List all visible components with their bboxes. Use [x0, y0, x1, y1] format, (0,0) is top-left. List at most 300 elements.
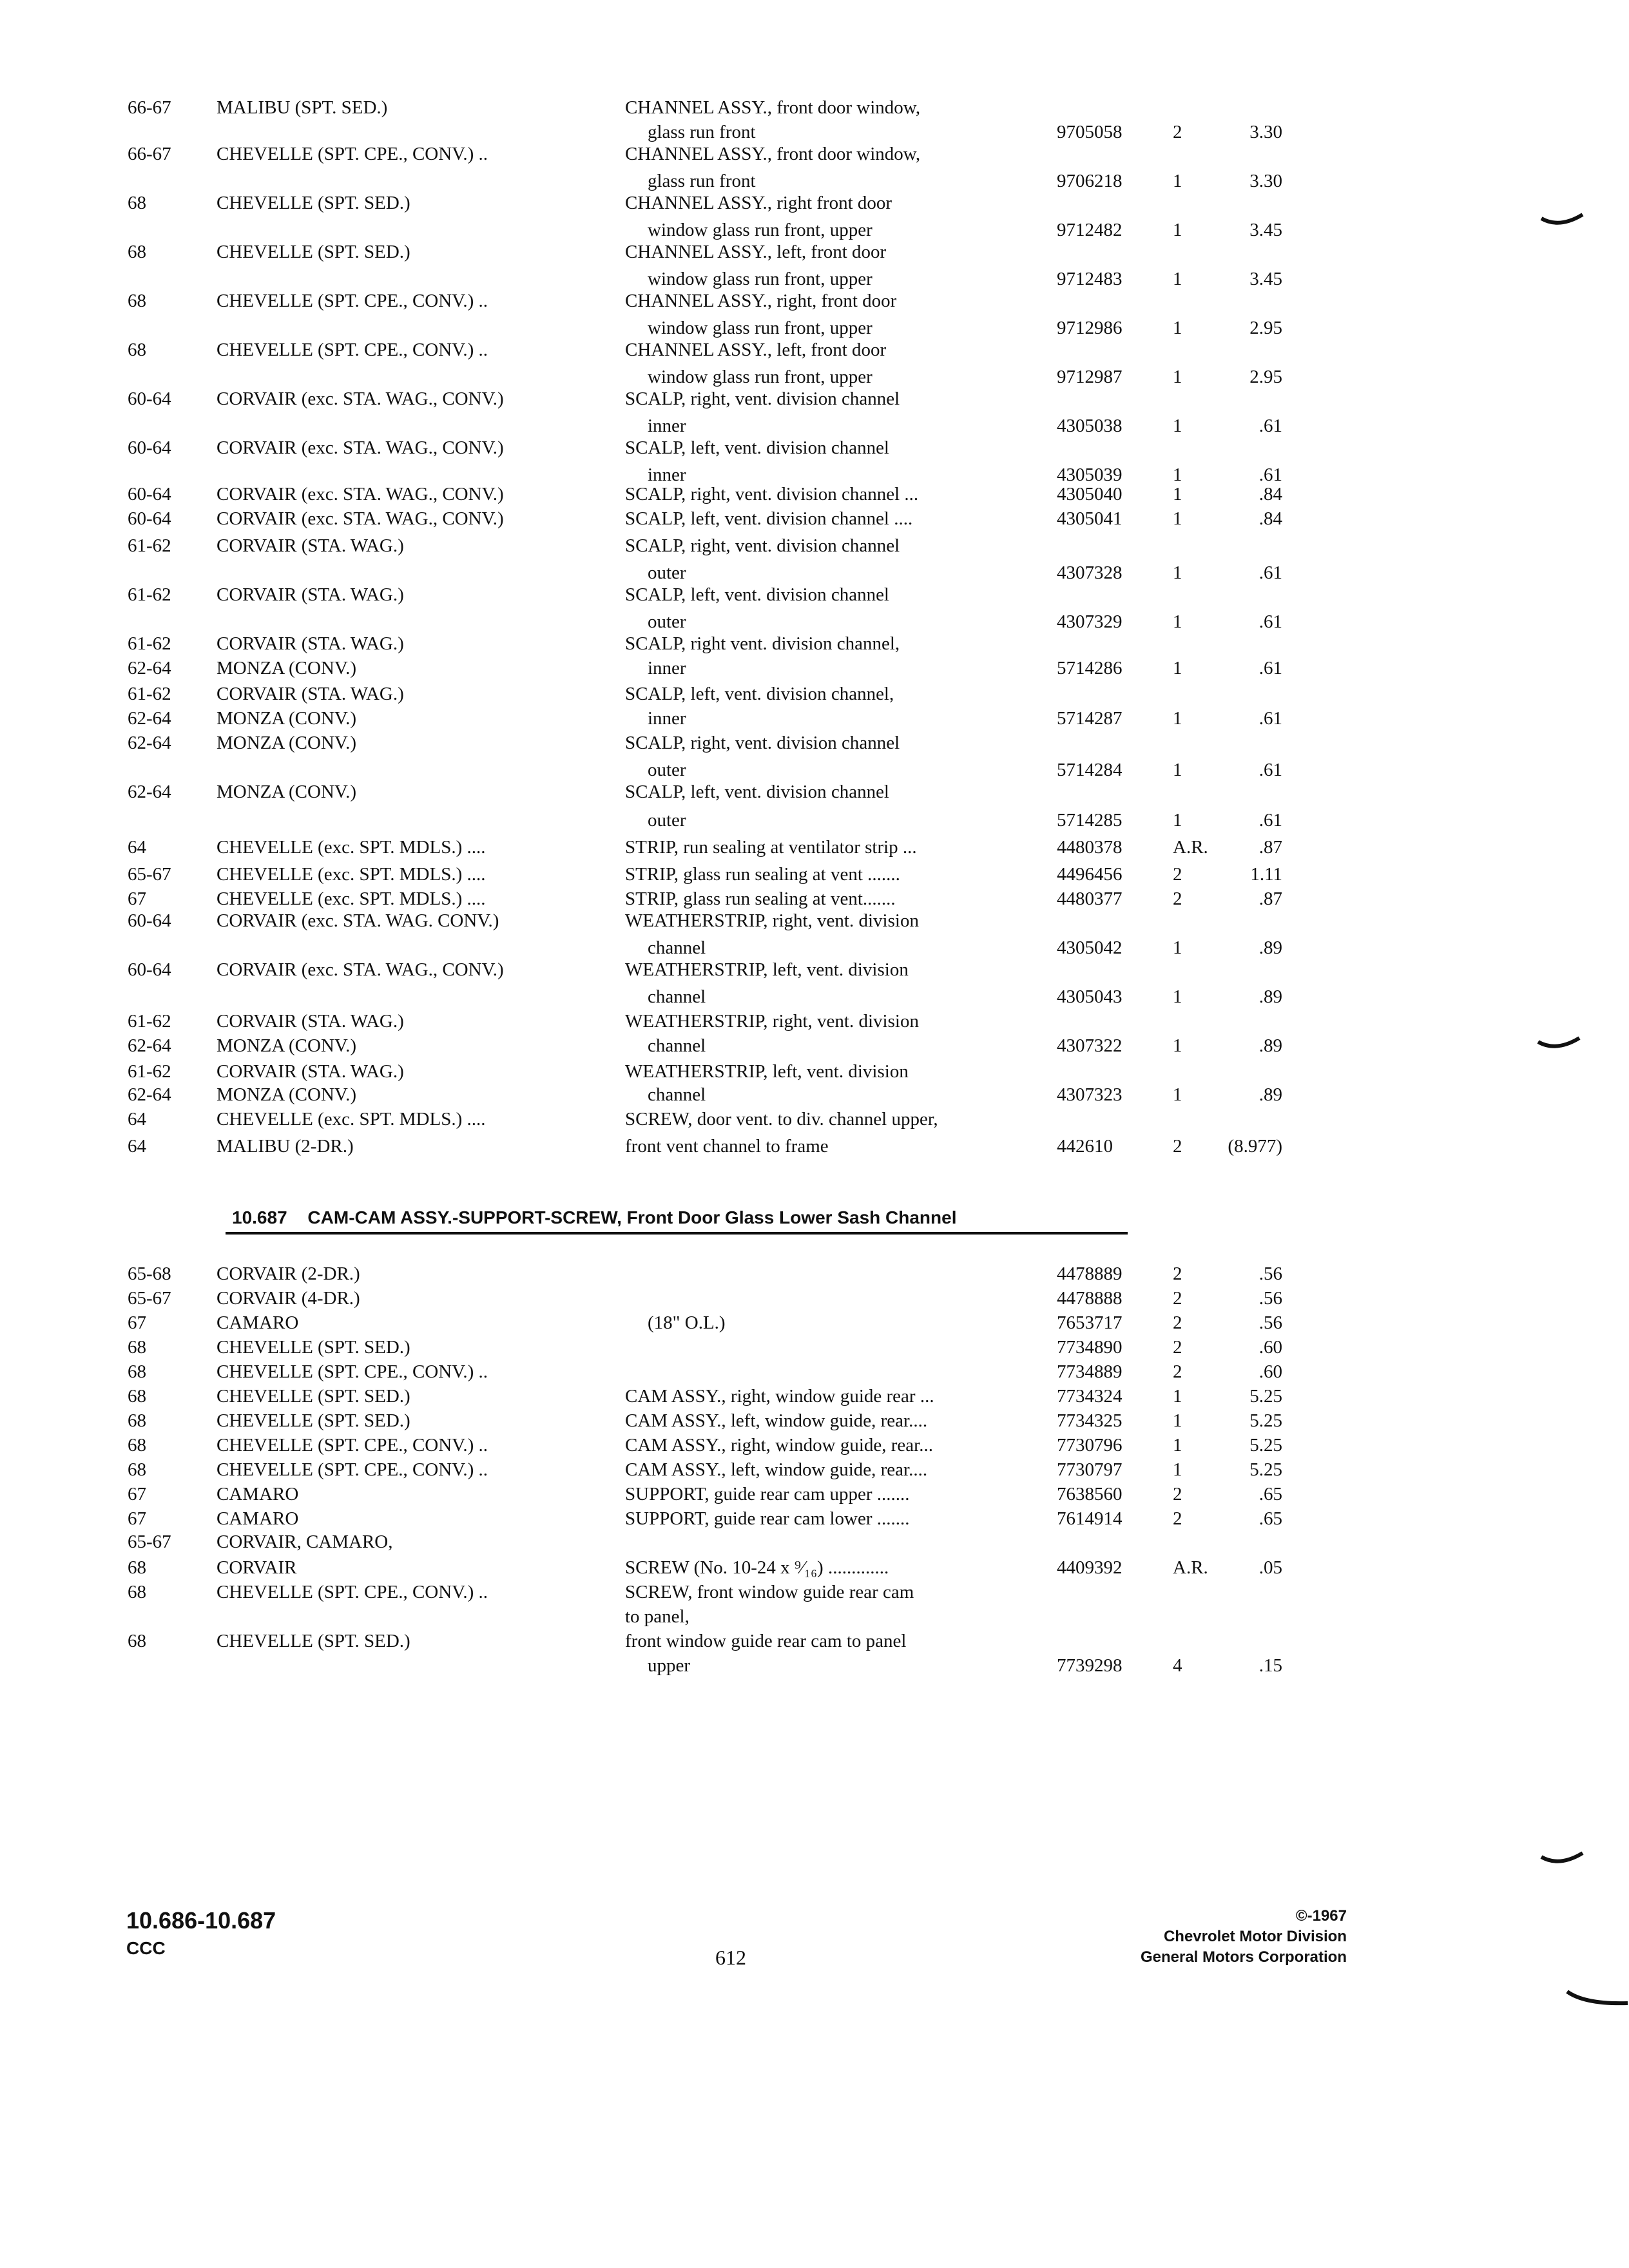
row-year: 61-62 — [128, 1061, 171, 1082]
row-part-number: 9712482 — [1057, 220, 1123, 240]
row-model: CORVAIR (STA. WAG.) — [217, 584, 404, 605]
row-description — [625, 1506, 1076, 1531]
row-description-text: CHANNEL ASSY., left, front door — [625, 242, 887, 262]
row-description-text: SCALP, left, vent. division channel .... — [625, 508, 913, 529]
binding-tick-mark-2 — [1537, 1034, 1582, 1060]
row-description-text: window glass run front, upper — [648, 318, 872, 338]
row-part-number: 4307328 — [1057, 562, 1123, 583]
row-model: CORVAIR — [217, 1557, 297, 1578]
binding-tick-mark-1 — [1540, 209, 1585, 235]
row-description-text: CHANNEL ASSY., front door window, — [625, 97, 921, 118]
row-quantity: 1 — [1173, 220, 1182, 240]
row-quantity: 1 — [1173, 986, 1182, 1007]
row-model: MALIBU (SPT. SED.) — [217, 97, 388, 118]
row-description-text: CAM ASSY., left, window guide, rear.... — [625, 1459, 928, 1480]
row-model: CORVAIR (STA. WAG.) — [217, 1061, 404, 1082]
row-quantity: 1 — [1173, 937, 1182, 958]
row-quantity: 2 — [1173, 1136, 1182, 1157]
row-description — [625, 1629, 1076, 1653]
row-year: 65-68 — [128, 1264, 171, 1284]
row-description — [648, 414, 1044, 438]
row-price: .61 — [1258, 760, 1282, 780]
row-quantity: 2 — [1173, 1288, 1182, 1309]
binding-tick-mark-4 — [1566, 1988, 1629, 2013]
row-description-text: SCALP, right, vent. division channel — [625, 389, 900, 409]
row-description-text: SUPPORT, guide rear cam upper ....... — [625, 1484, 910, 1504]
row-description-text: CHANNEL ASSY., front door window, — [625, 144, 921, 164]
row-description-text: window glass run front, upper — [648, 269, 872, 289]
row-price: .56 — [1258, 1288, 1282, 1309]
row-description-text: CAM ASSY., right, window guide, rear... — [625, 1435, 933, 1456]
row-description-text: SCALP, left, vent. division channel — [625, 782, 889, 802]
row-description — [648, 365, 1044, 389]
row-description — [625, 387, 1076, 411]
row-part-number: 9712987 — [1057, 367, 1123, 387]
row-year: 68 — [128, 340, 146, 360]
row-part-number: 7734324 — [1057, 1386, 1123, 1407]
row-description — [648, 1311, 1044, 1335]
row-description — [648, 985, 1044, 1009]
row-description-text: inner — [648, 708, 686, 729]
row-description-text: STRIP, glass run sealing at vent....... — [625, 889, 896, 909]
row-description — [625, 631, 1076, 656]
row-model: CHEVELLE (SPT. SED.) — [217, 1386, 410, 1407]
row-model: CHEVELLE (exc. SPT. MDLS.) .... — [217, 864, 486, 885]
row-description-text: glass run front — [648, 122, 756, 142]
footer-left — [126, 1906, 276, 1961]
row-part-number: 7734889 — [1057, 1361, 1123, 1382]
row-price: 3.45 — [1249, 220, 1282, 240]
row-price: (8.977) — [1228, 1136, 1282, 1157]
row-year: 65-67 — [128, 1288, 171, 1309]
row-price: .61 — [1258, 416, 1282, 436]
row-description-text: WEATHERSTRIP, left, vent. division — [625, 1061, 909, 1082]
row-description — [625, 862, 1076, 887]
row-price: .84 — [1258, 484, 1282, 505]
row-quantity: A.R. — [1173, 1557, 1208, 1578]
row-part-number: 9712483 — [1057, 269, 1123, 289]
row-description-text: STRIP, run sealing at ventilator strip ... — [625, 837, 917, 858]
binding-tick-mark-3 — [1540, 1849, 1585, 1875]
page-number: 612 — [715, 1946, 746, 1969]
row-price: .61 — [1258, 810, 1282, 831]
row-part-number: 7638560 — [1057, 1484, 1123, 1504]
row-part-number: 4496456 — [1057, 864, 1123, 885]
row-quantity: 1 — [1173, 611, 1182, 632]
row-year: 62-64 — [128, 1035, 171, 1056]
row-description-text: SCREW, door vent. to div. channel upper, — [625, 1109, 938, 1129]
row-part-number: 4307323 — [1057, 1084, 1123, 1105]
row-description-text: (18" O.L.) — [648, 1312, 726, 1333]
row-description-text: SCALP, left, vent. division channel, — [625, 684, 894, 704]
row-price: .05 — [1258, 1557, 1282, 1578]
row-year: 64 — [128, 1109, 146, 1129]
footer-ccc: CCC — [126, 1938, 166, 1958]
row-description-text: outer — [648, 611, 686, 632]
row-price: .60 — [1258, 1337, 1282, 1358]
row-year: 60-64 — [128, 484, 171, 505]
row-quantity: 2 — [1173, 1264, 1182, 1284]
row-model: CORVAIR (exc. STA. WAG., CONV.) — [217, 389, 504, 409]
row-model: CORVAIR (exc. STA. WAG., CONV.) — [217, 437, 504, 458]
row-part-number: 9712986 — [1057, 318, 1123, 338]
row-description-text: SCALP, left, vent. division channel — [625, 437, 889, 458]
row-description — [625, 1408, 1076, 1433]
row-part-number: 7730797 — [1057, 1459, 1123, 1480]
row-description — [625, 582, 1076, 607]
row-model: CORVAIR (STA. WAG.) — [217, 1011, 404, 1032]
row-description — [625, 191, 1076, 215]
row-year: 62-64 — [128, 782, 171, 802]
row-part-number: 4307322 — [1057, 1035, 1123, 1056]
row-year: 67 — [128, 1508, 146, 1529]
row-year: 62-64 — [128, 1084, 171, 1105]
row-year: 62-64 — [128, 708, 171, 729]
row-description-text: channel — [648, 1084, 706, 1105]
row-description — [625, 1604, 1076, 1629]
row-description — [648, 120, 1044, 144]
row-price: .56 — [1258, 1312, 1282, 1333]
row-description-text: inner — [648, 465, 686, 485]
row-year: 64 — [128, 837, 146, 858]
row-quantity: 1 — [1173, 760, 1182, 780]
row-model: CHEVELLE (SPT. SED.) — [217, 242, 410, 262]
row-description-text: WEATHERSTRIP, right, vent. division — [625, 910, 919, 931]
row-year: 68 — [128, 1459, 146, 1480]
row-model: MALIBU (2-DR.) — [217, 1136, 354, 1157]
row-quantity: 1 — [1173, 508, 1182, 529]
row-quantity: 1 — [1173, 708, 1182, 729]
row-model: CAMARO — [217, 1484, 299, 1504]
row-year: 67 — [128, 889, 146, 909]
row-year: 68 — [128, 1631, 146, 1651]
row-model: CHEVELLE (exc. SPT. MDLS.) .... — [217, 1109, 486, 1129]
row-year: 60-64 — [128, 437, 171, 458]
row-model: CORVAIR (4-DR.) — [217, 1288, 360, 1309]
row-part-number: 4478889 — [1057, 1264, 1123, 1284]
row-year: 68 — [128, 193, 146, 213]
row-description-text: SCREW (No. 10-24 x ⁹⁄₁₆) ............. — [625, 1557, 889, 1578]
row-quantity: 1 — [1173, 1410, 1182, 1431]
row-description-text: WEATHERSTRIP, left, vent. division — [625, 959, 909, 980]
row-price: 5.25 — [1249, 1459, 1282, 1480]
row-description-text: glass run front — [648, 171, 756, 191]
row-description — [625, 731, 1076, 755]
row-description — [625, 1457, 1076, 1482]
row-price: .89 — [1258, 1084, 1282, 1105]
row-model: CORVAIR (STA. WAG.) — [217, 684, 404, 704]
row-model: CORVAIR, CAMARO, — [217, 1532, 393, 1552]
row-description — [648, 267, 1044, 291]
row-year: 60-64 — [128, 389, 171, 409]
row-quantity: 2 — [1173, 1312, 1182, 1333]
row-quantity: 4 — [1173, 1655, 1182, 1676]
row-description — [625, 1580, 1076, 1604]
row-part-number: 7739298 — [1057, 1655, 1123, 1676]
row-price: .89 — [1258, 1035, 1282, 1056]
row-year: 68 — [128, 242, 146, 262]
row-year: 68 — [128, 1582, 146, 1602]
row-model: MONZA (CONV.) — [217, 1035, 356, 1056]
row-model: CORVAIR (exc. STA. WAG., CONV.) — [217, 484, 504, 505]
row-year: 60-64 — [128, 508, 171, 529]
row-description — [625, 436, 1076, 460]
row-description-text: inner — [648, 416, 686, 436]
row-quantity: 2 — [1173, 1508, 1182, 1529]
row-model: CHEVELLE (SPT. CPE., CONV.) .. — [217, 1361, 488, 1382]
row-model: MONZA (CONV.) — [217, 708, 356, 729]
row-description — [648, 1286, 1044, 1311]
row-description-text: upper — [648, 1655, 691, 1676]
row-quantity: 2 — [1173, 1361, 1182, 1382]
row-model: CHEVELLE (SPT. CPE., CONV.) .. — [217, 144, 488, 164]
section-header-code: 10.687 — [232, 1207, 287, 1227]
row-part-number: 5714284 — [1057, 760, 1123, 780]
row-description-text: SCALP, right vent. division channel, — [625, 633, 900, 654]
row-year: 64 — [128, 1136, 146, 1157]
row-description — [625, 780, 1076, 804]
row-price: 2.95 — [1249, 318, 1282, 338]
row-description-text: CHANNEL ASSY., left, front door — [625, 340, 887, 360]
row-part-number: 7614914 — [1057, 1508, 1123, 1529]
row-description-text: inner — [648, 658, 686, 678]
row-part-number: 5714286 — [1057, 658, 1123, 678]
row-year: 65-67 — [128, 864, 171, 885]
row-description — [625, 142, 1076, 166]
row-price: .65 — [1258, 1484, 1282, 1504]
row-description — [625, 1482, 1076, 1506]
row-description — [648, 936, 1044, 960]
row-part-number: 4305039 — [1057, 465, 1123, 485]
row-price: .65 — [1258, 1508, 1282, 1529]
row-part-number: 9705058 — [1057, 122, 1123, 142]
row-description — [648, 316, 1044, 340]
row-price: .61 — [1258, 658, 1282, 678]
row-part-number: 4480378 — [1057, 837, 1123, 858]
row-model: CORVAIR (2-DR.) — [217, 1264, 360, 1284]
row-quantity: 2 — [1173, 1337, 1182, 1358]
row-year: 61-62 — [128, 584, 171, 605]
row-description-text: WEATHERSTRIP, right, vent. division — [625, 1011, 919, 1032]
row-part-number: 4478888 — [1057, 1288, 1123, 1309]
row-quantity: 1 — [1173, 658, 1182, 678]
row-description-text: SCALP, right, vent. division channel — [625, 535, 900, 556]
row-description — [625, 533, 1076, 558]
row-description — [625, 289, 1076, 313]
row-description — [625, 1009, 1076, 1033]
row-year: 65-67 — [128, 1532, 171, 1552]
row-model: CORVAIR (STA. WAG.) — [217, 535, 404, 556]
row-part-number: 7730796 — [1057, 1435, 1123, 1456]
row-part-number: 7734325 — [1057, 1410, 1123, 1431]
row-part-number: 9706218 — [1057, 171, 1123, 191]
row-price: .84 — [1258, 508, 1282, 529]
row-year: 68 — [128, 1557, 146, 1578]
row-model: CHEVELLE (SPT. SED.) — [217, 1631, 410, 1651]
row-quantity: 1 — [1173, 1386, 1182, 1407]
row-description — [625, 240, 1076, 264]
row-part-number: 4305038 — [1057, 416, 1123, 436]
row-price: 3.30 — [1249, 122, 1282, 142]
row-description — [625, 1134, 1076, 1158]
row-description — [648, 656, 1044, 680]
row-description-text: channel — [648, 986, 706, 1007]
row-part-number: 442610 — [1057, 1136, 1113, 1157]
row-part-number: 7734890 — [1057, 1337, 1123, 1358]
row-model: CORVAIR (exc. STA. WAG. CONV.) — [217, 910, 499, 931]
row-part-number: 4305040 — [1057, 484, 1123, 505]
row-description-text: SCREW, front window guide rear cam — [625, 1582, 914, 1602]
footer-section-range: 10.686-10.687 — [126, 1907, 276, 1934]
row-quantity: 1 — [1173, 810, 1182, 831]
row-quantity: 2 — [1173, 864, 1182, 885]
row-quantity: A.R. — [1173, 837, 1208, 858]
footer-division: Chevrolet Motor Division — [1163, 1928, 1347, 1945]
row-description — [625, 338, 1076, 362]
row-year: 60-64 — [128, 959, 171, 980]
row-part-number: 4307329 — [1057, 611, 1123, 632]
row-quantity: 1 — [1173, 269, 1182, 289]
row-description-text: outer — [648, 760, 686, 780]
row-price: .87 — [1258, 837, 1282, 858]
row-quantity: 1 — [1173, 1435, 1182, 1456]
row-part-number: 4305043 — [1057, 986, 1123, 1007]
row-model: MONZA (CONV.) — [217, 782, 356, 802]
row-price: 3.45 — [1249, 269, 1282, 289]
row-year: 60-64 — [128, 910, 171, 931]
row-description — [648, 1033, 1044, 1058]
row-description — [625, 506, 1076, 531]
row-part-number: 5714285 — [1057, 810, 1123, 831]
row-model: CHEVELLE (SPT. SED.) — [217, 193, 410, 213]
row-price: 2.95 — [1249, 367, 1282, 387]
row-description — [648, 610, 1044, 634]
row-model: CHEVELLE (exc. SPT. MDLS.) .... — [217, 889, 486, 909]
row-model: CHEVELLE (SPT. CPE., CONV.) .. — [217, 291, 488, 311]
footer-copyright: ©-1967 — [1295, 1907, 1347, 1925]
row-quantity: 1 — [1173, 171, 1182, 191]
row-price: .56 — [1258, 1264, 1282, 1284]
row-model: CHEVELLE (SPT. CPE., CONV.) .. — [217, 340, 488, 360]
row-price: .87 — [1258, 889, 1282, 909]
row-year: 68 — [128, 1386, 146, 1407]
row-model: CORVAIR (exc. STA. WAG., CONV.) — [217, 959, 504, 980]
row-description-text: CHANNEL ASSY., right, front door — [625, 291, 897, 311]
row-description-text: CAM ASSY., left, window guide, rear.... — [625, 1410, 928, 1431]
row-description-text: SCALP, right, vent. division channel — [625, 733, 900, 753]
row-part-number: 4305041 — [1057, 508, 1123, 529]
row-price: .15 — [1258, 1655, 1282, 1676]
row-price: 5.25 — [1249, 1386, 1282, 1407]
row-price: .61 — [1258, 562, 1282, 583]
row-quantity: 2 — [1173, 889, 1182, 909]
row-quantity: 1 — [1173, 1035, 1182, 1056]
row-model: MONZA (CONV.) — [217, 1084, 356, 1105]
row-description-text: CAM ASSY., right, window guide rear ... — [625, 1386, 934, 1407]
row-model: MONZA (CONV.) — [217, 733, 356, 753]
row-year: 61-62 — [128, 1011, 171, 1032]
row-part-number: 7653717 — [1057, 1312, 1123, 1333]
row-quantity: 1 — [1173, 484, 1182, 505]
row-price: 3.30 — [1249, 171, 1282, 191]
row-description — [625, 95, 1076, 120]
row-year: 66-67 — [128, 144, 171, 164]
row-price: .89 — [1258, 986, 1282, 1007]
row-description — [648, 1335, 1044, 1360]
row-model: CAMARO — [217, 1508, 299, 1529]
row-year: 62-64 — [128, 733, 171, 753]
row-description — [625, 1555, 1076, 1580]
row-description-text: window glass run front, upper — [648, 367, 872, 387]
row-price: .61 — [1258, 465, 1282, 485]
row-quantity: 1 — [1173, 465, 1182, 485]
row-year: 67 — [128, 1484, 146, 1504]
row-year: 68 — [128, 1435, 146, 1456]
row-description — [648, 706, 1044, 731]
row-part-number: 5714287 — [1057, 708, 1123, 729]
footer-corporation: General Motors Corporation — [1140, 1948, 1347, 1966]
row-description — [625, 1384, 1076, 1408]
row-description — [625, 1107, 1076, 1131]
row-description-text: channel — [648, 937, 706, 958]
row-quantity: 1 — [1173, 562, 1182, 583]
row-description — [648, 1082, 1044, 1107]
row-description-text: outer — [648, 810, 686, 831]
row-description — [648, 758, 1044, 782]
row-price: .60 — [1258, 1361, 1282, 1382]
row-quantity: 1 — [1173, 416, 1182, 436]
row-description — [648, 561, 1044, 585]
row-quantity: 1 — [1173, 1084, 1182, 1105]
row-price: 5.25 — [1249, 1410, 1282, 1431]
row-description — [625, 1433, 1076, 1457]
row-year: 66-67 — [128, 97, 171, 118]
row-year: 61-62 — [128, 633, 171, 654]
row-year: 62-64 — [128, 658, 171, 678]
row-description-text: SCALP, left, vent. division channel — [625, 584, 889, 605]
row-quantity: 1 — [1173, 1459, 1182, 1480]
row-year: 68 — [128, 1410, 146, 1431]
row-year: 68 — [128, 291, 146, 311]
row-description — [648, 1360, 1044, 1384]
row-price: 1.11 — [1250, 864, 1282, 885]
row-quantity: 1 — [1173, 318, 1182, 338]
row-model: MONZA (CONV.) — [217, 658, 356, 678]
row-part-number: 4305042 — [1057, 937, 1123, 958]
section-header-title: CAM-CAM ASSY.-SUPPORT-SCREW, Front Door Glass Lower Sash Channel — [307, 1207, 957, 1227]
row-description-text: outer — [648, 562, 686, 583]
row-model: CHEVELLE (SPT. SED.) — [217, 1410, 410, 1431]
row-description — [648, 218, 1044, 242]
footer-right — [1083, 1906, 1347, 1968]
row-description — [625, 835, 1076, 860]
row-description-text: front vent channel to frame — [625, 1136, 829, 1157]
row-description-text: SCALP, right, vent. division channel ... — [625, 484, 919, 505]
row-model: CORVAIR (exc. STA. WAG., CONV.) — [217, 508, 504, 529]
row-year: 67 — [128, 1312, 146, 1333]
row-description — [625, 682, 1076, 706]
row-year: 61-62 — [128, 684, 171, 704]
section-header — [226, 1204, 1128, 1235]
row-description — [648, 1262, 1044, 1286]
row-description — [625, 887, 1076, 911]
row-description — [625, 482, 1076, 506]
row-description-text: channel — [648, 1035, 706, 1056]
row-description-text: STRIP, glass run sealing at vent ....... — [625, 864, 900, 885]
row-description-text: to panel, — [625, 1606, 689, 1627]
row-year: 68 — [128, 1361, 146, 1382]
row-description — [625, 1059, 1076, 1084]
